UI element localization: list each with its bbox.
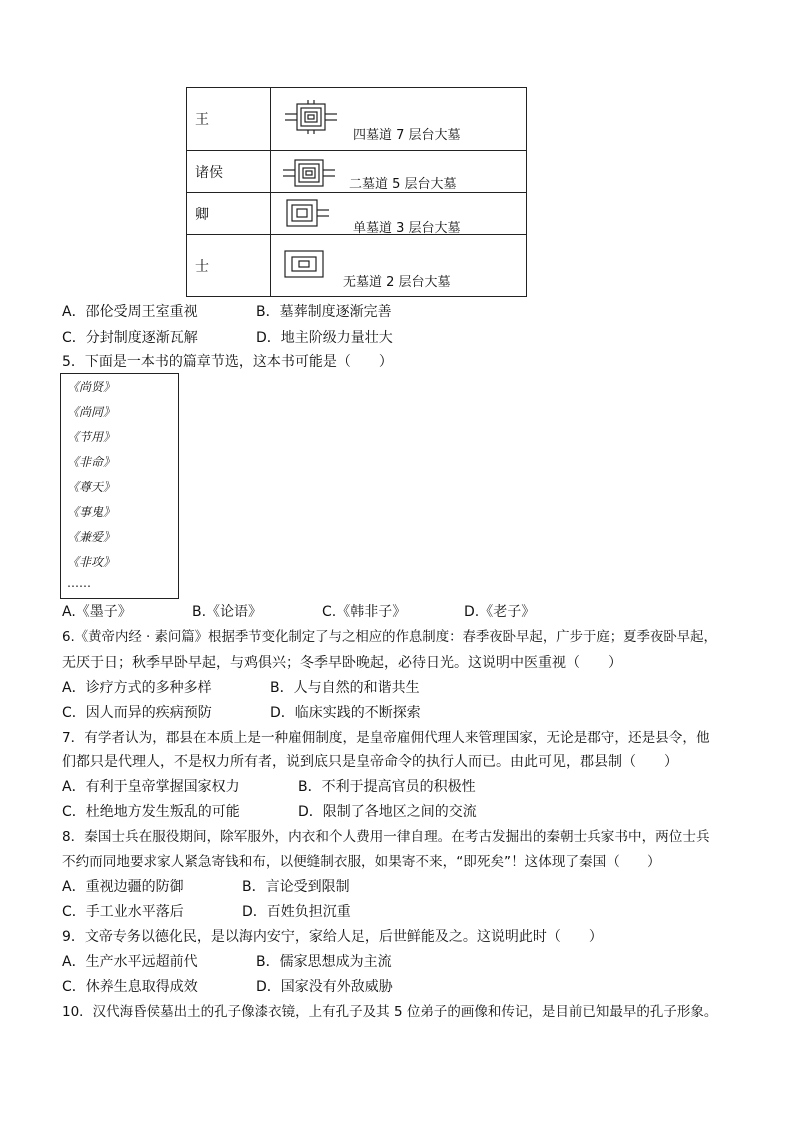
q9-option-a[interactable]: A．生产水平远超前代 [62,954,198,970]
q5-stem: 5．下面是一本书的篇章节选，这本书可能是（ ） [62,354,393,370]
q4-option-d[interactable]: D．地主阶级力量壮大 [256,330,393,346]
list-item: 《节用》 [67,430,116,444]
q9-option-d[interactable]: D．国家没有外敌威胁 [256,979,393,995]
tomb-four-passage-icon [283,100,339,134]
tomb-rank-table [186,87,527,297]
tomb-cell [271,235,527,297]
table-row [187,151,527,193]
q7-option-c[interactable]: C．杜绝地方发生叛乱的可能 [62,804,240,820]
q8-option-a[interactable]: A．重视边疆的防御 [62,879,184,895]
q5-option-c[interactable]: C.《韩非子》 [322,604,407,620]
q7-option-d[interactable]: D．限制了各地区之间的交流 [298,804,477,820]
q5-option-b[interactable]: B.《论语》 [192,604,263,620]
q8-option-b[interactable]: B．言论受到限制 [242,879,350,895]
tomb-two-passage-icon [281,158,337,188]
list-item: 《事鬼》 [67,505,116,519]
tomb-description: 二墓道 5 层台大墓 [349,177,457,192]
q5-option-d[interactable]: D.《老子》 [464,604,536,620]
tomb-description: 四墓道 7 层台大墓 [353,128,461,143]
q6-stem-line-1: 6.《黄帝内经 · 素问篇》根据季节变化制定了与之相应的作息制度：春季夜卧早起，广步于庭；夏季夜卧早起， [62,630,717,645]
q8-stem-line-1: 8．秦国士兵在服役期间，除军服外，内衣和个人费用一律自理。在考古发掘出的秦朝士兵家书中，两位士兵 [62,829,710,845]
q4-option-b[interactable]: B．墓葬制度逐渐完善 [256,304,392,320]
q6-stem-line-2: 无厌于日；秋季早卧早起，与鸡俱兴；冬季早卧晚起，必待日光。这说明中医重视（ ） [62,655,622,671]
q7-option-a[interactable]: A．有利于皇帝掌握国家权力 [62,779,240,795]
table-row [187,235,527,297]
q10-stem: 10．汉代海昏侯墓出土的孔子像漆衣镜，上有孔子及其 5 位弟子的画像和传记，是目前已知最早的孔子形象。 [62,1004,718,1020]
rank-cell: 王 [187,88,271,151]
q9-option-c[interactable]: C．休养生息取得成效 [62,979,198,995]
q4-option-c[interactable]: C．分封制度逐渐瓦解 [62,330,198,346]
q6-option-d[interactable]: D．临床实践的不断探索 [270,705,421,721]
tomb-description: 单墓道 3 层台大墓 [353,221,461,236]
rank-cell: 诸侯 [187,151,271,193]
q8-option-d[interactable]: D．百姓负担沉重 [242,904,351,920]
list-item: 《尊天》 [67,480,116,494]
table-row [187,193,527,235]
tomb-cell [271,88,527,151]
q5-option-a[interactable]: A.《墨子》 [62,604,132,620]
q7-stem-line-2: 们都只是代理人，不是权力所有者，说到底只是皇帝命令的执行人而已。由此可见，郡县制（ ） [62,754,678,770]
q9-stem: 9．文帝专务以德化民，是以海内安宁，家给人足，后世鲜能及之。这说明此时（ ） [62,929,603,945]
tomb-one-passage-icon [283,198,331,228]
q7-option-b[interactable]: B．不利于提高官员的积极性 [298,779,476,795]
tomb-description: 无墓道 2 层台大墓 [343,275,451,290]
q7-stem-line-1: 7．有学者认为，郡县在本质上是一种雇佣制度，是皇帝雇佣代理人来管理国家，无论是郡守，还是县令，他 [62,730,710,746]
rank-cell: 士 [187,235,271,297]
q6-option-c[interactable]: C．因人而异的疾病预防 [62,705,212,721]
q6-option-b[interactable]: B．人与自然的和谐共生 [270,680,420,696]
list-item: 《非命》 [67,455,116,469]
tomb-cell [271,151,527,193]
list-item: 《尚贤》 [67,380,116,394]
q9-option-b[interactable]: B．儒家思想成为主流 [256,954,392,970]
q4-option-a[interactable]: A．邵伦受周王室重视 [62,304,198,320]
table-row [187,88,527,151]
q8-stem-line-2: 不约而同地要求家人紧急寄钱和布，以便缝制衣服，如果寄不来，“即死矣”！这体现了秦国（ ） [62,854,661,870]
q6-option-a[interactable]: A．诊疗方式的多种多样 [62,680,212,696]
rank-cell: 卿 [187,193,271,235]
tomb-cell [271,193,527,235]
list-item: …… [67,576,91,590]
list-item: 《兼爱》 [67,530,116,544]
q8-option-c[interactable]: C．手工业水平落后 [62,904,184,920]
list-item: 《尚同》 [67,405,116,419]
list-item: 《非攻》 [67,555,116,569]
tomb-no-passage-icon [283,249,327,279]
chapter-list-box [60,373,179,599]
